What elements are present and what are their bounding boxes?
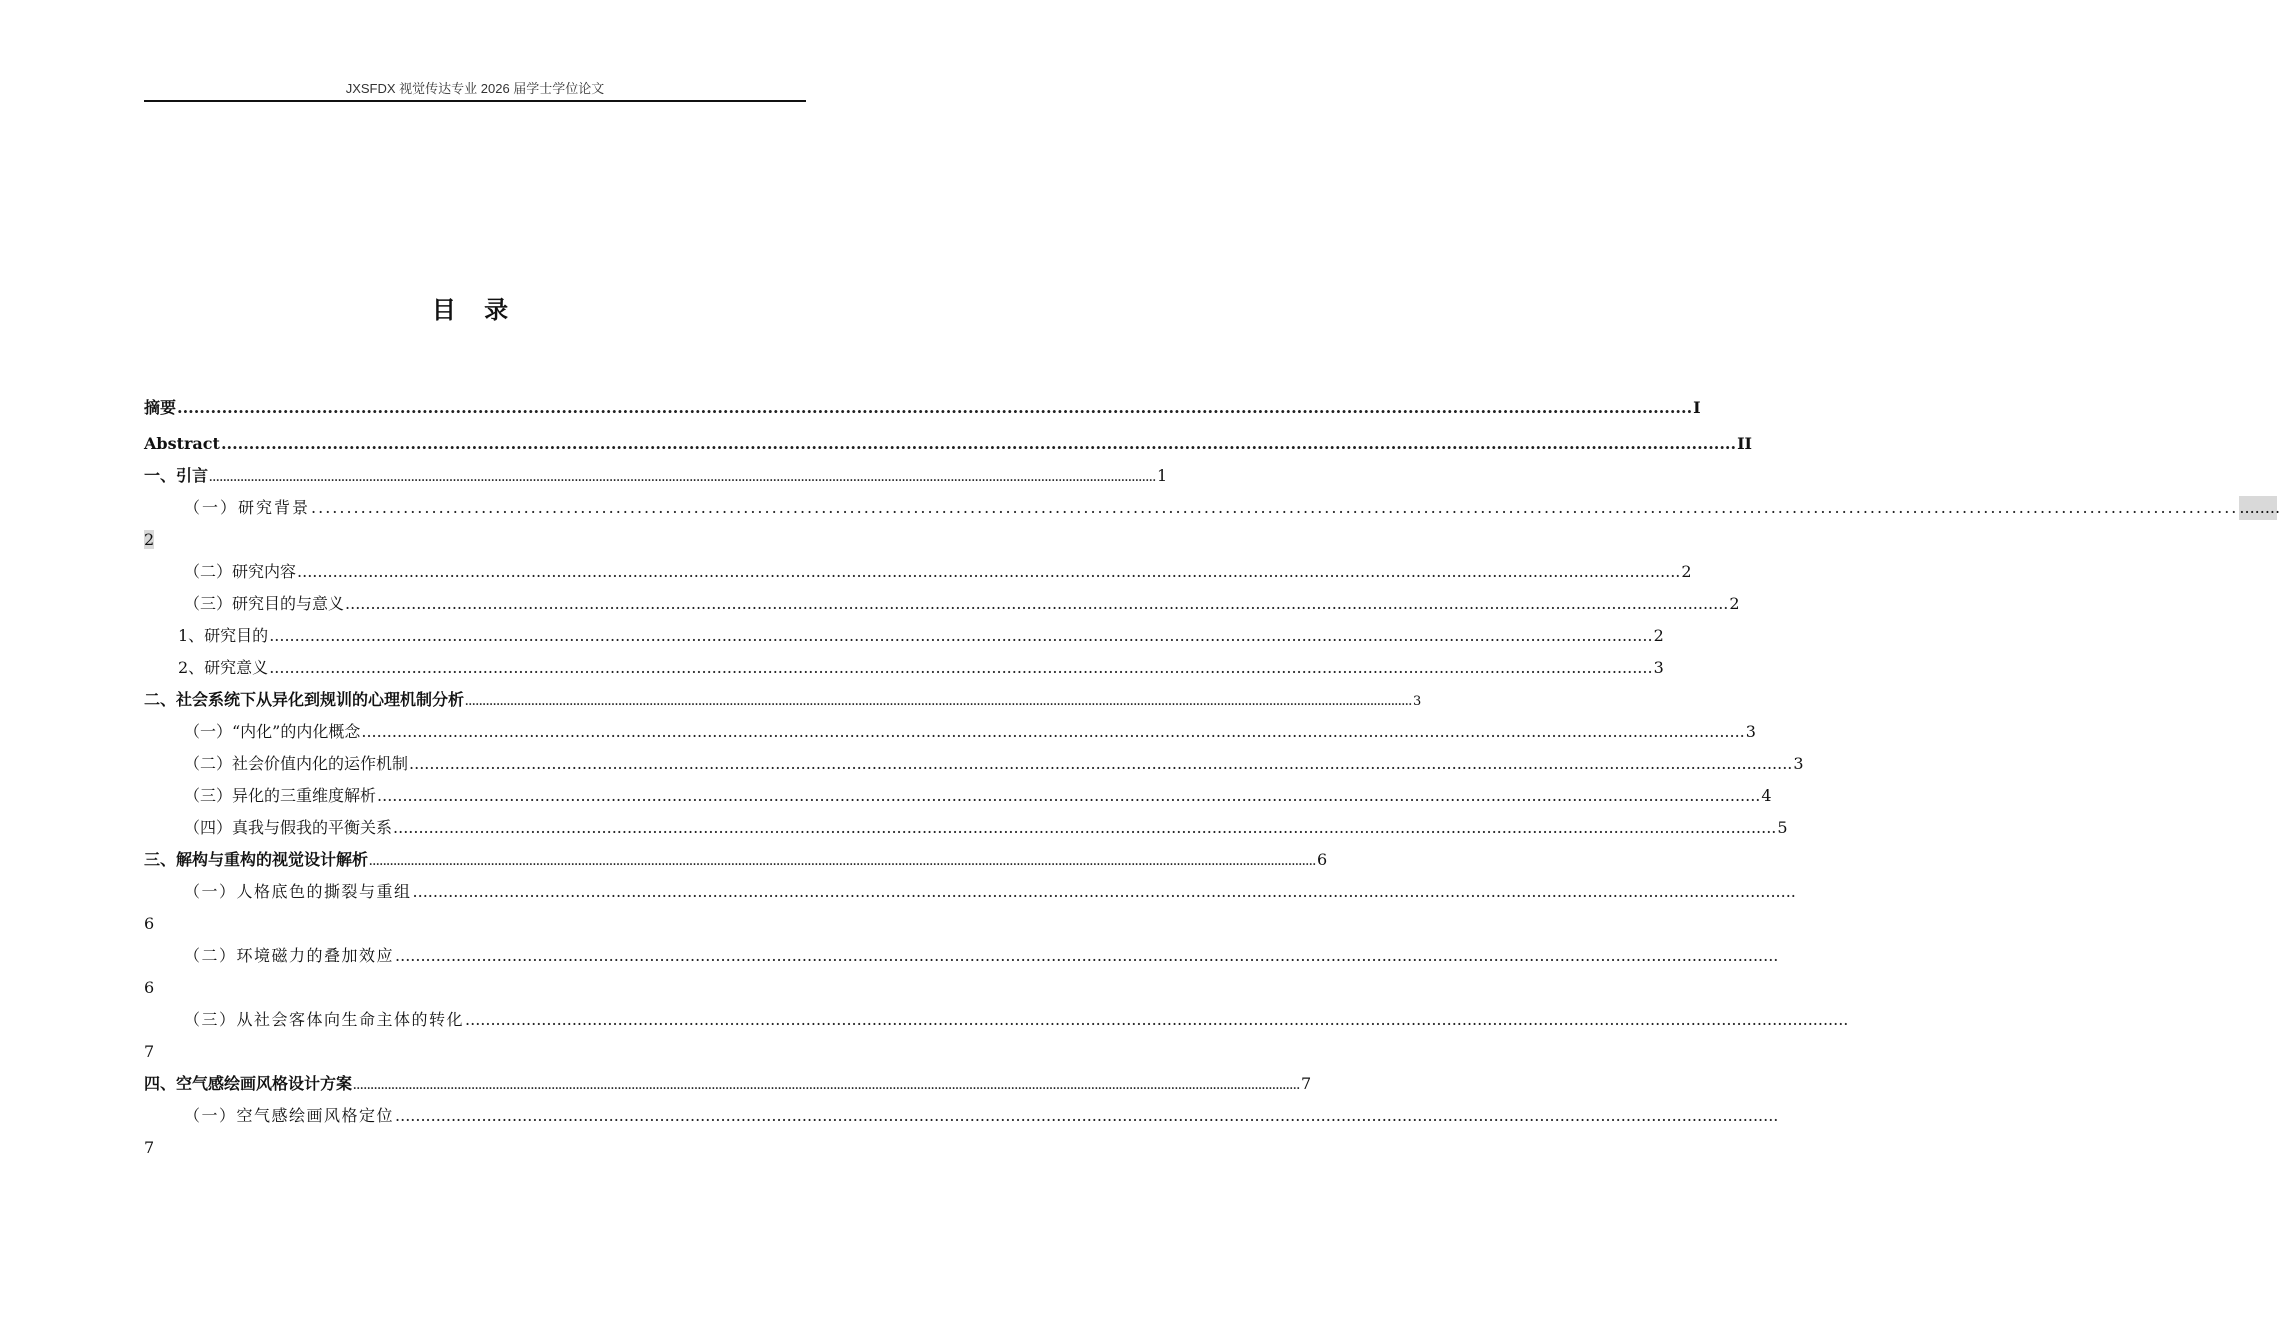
- toc-label: 2、研究意义: [178, 658, 269, 677]
- toc-entry-ch1[interactable]: [144, 464, 1168, 488]
- toc-leader: [269, 656, 1652, 680]
- toc-label: 一、引言: [144, 466, 209, 485]
- toc-leader: [177, 396, 1692, 420]
- toc-entry-ch2-3[interactable]: [184, 784, 1772, 808]
- toc-label: （二）研究内容: [184, 562, 297, 581]
- toc-leader: [209, 467, 1156, 491]
- toc-label: （三）从社会客体向生命主体的转化: [184, 1010, 465, 1029]
- toc-label: 二、社会系统下从异化到规训的心理机制分析: [144, 690, 465, 709]
- toc-page-number: 2: [1681, 562, 1692, 581]
- toc-entry-ch1-3-2[interactable]: [178, 656, 1664, 680]
- toc-entry-ch2-2[interactable]: [184, 752, 1804, 776]
- toc-page-number: 5: [1777, 818, 1788, 837]
- toc-entry-ch3[interactable]: [144, 848, 1328, 872]
- toc-label: （一）研究背景: [184, 498, 311, 517]
- toc-leader: [345, 592, 1728, 616]
- toc-page-number: 3: [1653, 658, 1664, 677]
- toc-entry-ch3-2[interactable]: [184, 944, 806, 968]
- toc-leader: [353, 1075, 1300, 1099]
- toc-leader: [369, 851, 1316, 875]
- toc-entry-ch2-4[interactable]: [184, 816, 1788, 840]
- header-rule: [144, 100, 806, 102]
- toc-leader: [393, 816, 1776, 840]
- toc-leader: [361, 720, 1744, 744]
- toc-entry-abstract-cn[interactable]: [144, 396, 1701, 420]
- toc-entry-ch1-3[interactable]: [184, 592, 1740, 616]
- toc-entry-abstract-en[interactable]: [144, 432, 1753, 456]
- toc-page-number-value: 2: [144, 530, 155, 549]
- toc-leader: [465, 1008, 1848, 1032]
- toc-entry-ch3-1[interactable]: [184, 880, 810, 904]
- toc-page-number: II: [1737, 434, 1753, 453]
- toc-label: （三）研究目的与意义: [184, 594, 345, 613]
- toc-page-number: I: [1693, 398, 1701, 417]
- toc-leader: [395, 1104, 1778, 1128]
- toc-label: （一）“内化”的内化概念: [184, 722, 361, 741]
- toc-label: （一）空气感绘画风格定位: [184, 1106, 395, 1125]
- toc-page-number: 3: [1412, 694, 1422, 709]
- toc-entry-ch1-2[interactable]: [184, 560, 1692, 584]
- toc-entry-ch1-1[interactable]: [184, 496, 2280, 520]
- toc-page-number: 3: [1793, 754, 1804, 773]
- toc-entry-ch4-1[interactable]: [184, 1104, 806, 1128]
- toc-leader: [297, 560, 1680, 584]
- toc-entry-ch2-1[interactable]: [184, 720, 1756, 744]
- toc-page-number: 6: [144, 978, 155, 997]
- running-header: JXSFDX 视觉传达专业 2026 届学士学位论文: [345, 81, 605, 96]
- toc-page-number: 6: [144, 914, 155, 933]
- toc-page-number: 1: [1156, 466, 1168, 485]
- toc-leader: [413, 880, 1796, 904]
- toc-page-number: 7: [144, 1042, 155, 1061]
- toc-page-number: [144, 528, 154, 552]
- toc-leader: [311, 496, 2238, 520]
- toc-label: （二）环境磁力的叠加效应: [184, 946, 395, 965]
- toc-entry-ch2[interactable]: [144, 688, 1422, 712]
- toc-leader: [377, 784, 1760, 808]
- toc-page-number: 4: [1761, 786, 1772, 805]
- toc-leader: [221, 432, 1736, 456]
- toc-label: Abstract: [144, 434, 220, 453]
- toc-leader: [269, 624, 1652, 648]
- toc-leader: [409, 752, 1792, 776]
- toc-label: （三）异化的三重维度解析: [184, 786, 377, 805]
- toc-page-number: 3: [1745, 722, 1756, 741]
- toc-label: （二）社会价值内化的运作机制: [184, 754, 409, 773]
- page-title: 目 录: [431, 295, 519, 324]
- toc-page-number: 2: [1653, 626, 1664, 645]
- toc-leader: [395, 944, 1778, 968]
- toc-label: （一）人格底色的撕裂与重组: [184, 882, 412, 901]
- toc-label: 1、研究目的: [178, 626, 269, 645]
- toc-entry-ch4[interactable]: [144, 1072, 1312, 1096]
- toc-page-number: 7: [144, 1138, 155, 1157]
- toc-label: 三、解构与重构的视觉设计解析: [144, 850, 369, 869]
- toc-leader: [465, 691, 1412, 715]
- toc-page-number: 7: [1300, 1074, 1312, 1093]
- toc-entry-ch1-3-1[interactable]: [178, 624, 1664, 648]
- toc-label: （四）真我与假我的平衡关系: [184, 818, 393, 837]
- toc-label: 摘要: [144, 398, 177, 417]
- toc-page-number: 6: [1316, 850, 1328, 869]
- toc-page-number: 2: [1729, 594, 1740, 613]
- toc-entry-ch3-3[interactable]: [184, 1008, 810, 1032]
- toc-label: 四、空气感绘画风格设计方案: [144, 1074, 353, 1093]
- highlight-mark: ........: [2239, 496, 2277, 520]
